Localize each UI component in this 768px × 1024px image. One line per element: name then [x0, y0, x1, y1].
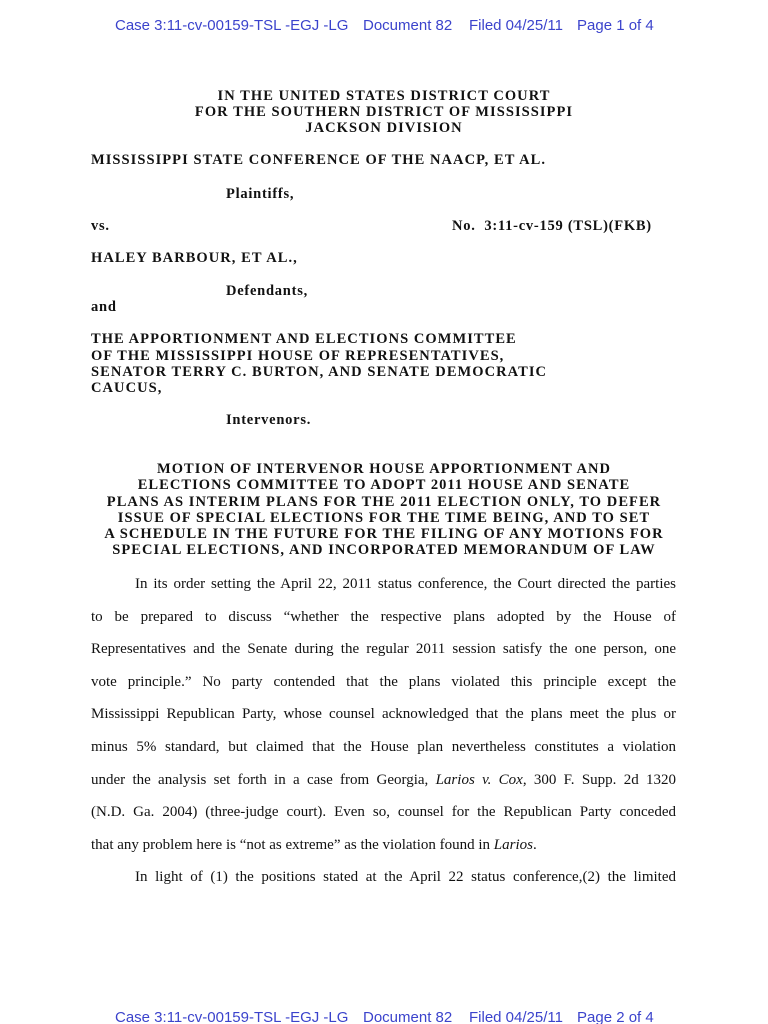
- body-line: [91, 771, 676, 789]
- and-label: and: [91, 299, 117, 315]
- case-number: No. 3:11-cv-159 (TSL)(FKB): [452, 218, 652, 234]
- versus-label: vs.: [91, 218, 110, 234]
- court-name-line: IN THE UNITED STATES DISTRICT COURT: [217, 88, 551, 104]
- filing-stamp-case-number: Case 3:11-cv-00159-TSL -EGJ -LG: [115, 17, 349, 34]
- filing-stamp-page-number: Page 1 of 4: [577, 17, 654, 34]
- filing-stamp-filed-date: Filed 04/25/11: [469, 17, 563, 34]
- body-text-segment: , 300 F. Supp. 2d 1320: [522, 772, 676, 788]
- intervenor-name-line: CAUCUS,: [91, 380, 163, 396]
- case-citation-name: Larios: [493, 837, 533, 853]
- intervenor-name-line: SENATOR TERRY C. BURTON, AND SENATE DEMOCRATIC: [91, 364, 548, 380]
- filing-stamp-filed-date: Filed 04/25/11: [469, 1011, 563, 1024]
- body-line: [91, 836, 676, 854]
- filing-stamp-case-number: Case 3:11-cv-00159-TSL -EGJ -LG: [115, 1011, 349, 1024]
- court-division-line: JACKSON DIVISION: [305, 120, 463, 136]
- motion-title-line: ISSUE OF SPECIAL ELECTIONS FOR THE TIME BEING, AND TO SET: [117, 510, 651, 526]
- body-line: Representatives and the Senate during the regular 2011 session satisfy the one person, one: [91, 641, 676, 657]
- motion-title-line: PLANS AS INTERIM PLANS FOR THE 2011 ELECTION ONLY, TO DEFER: [106, 494, 662, 510]
- court-district-line: FOR THE SOUTHERN DISTRICT OF MISSISSIPPI: [194, 104, 574, 120]
- body-text-segment: under the analysis set forth in a case from Georgia,: [91, 772, 436, 788]
- motion-title-line: A SCHEDULE IN THE FUTURE FOR THE FILING OF ANY MOTIONS FOR: [104, 526, 664, 542]
- body-line: (N.D. Ga. 2004) (three-judge court). Even so, counsel for the Republican Party conceded: [91, 804, 676, 820]
- next-page-filing-stamp: [0, 1011, 768, 1024]
- motion-title-line: ELECTIONS COMMITTEE TO ADOPT 2011 HOUSE AND SENATE: [137, 477, 631, 493]
- plaintiff-role-label: Plaintiffs,: [226, 186, 295, 202]
- body-line: vote principle.” No party contended that the plans violated this principle except the: [91, 674, 676, 690]
- filing-stamp-document-number: Document 82: [363, 1011, 453, 1024]
- filing-stamp-document-number: Document 82: [363, 17, 453, 34]
- body-line: Mississippi Republican Party, whose counsel acknowledged that the plans meet the plus or: [91, 706, 676, 722]
- plaintiff-name: MISSISSIPPI STATE CONFERENCE OF THE NAACP, ET AL.: [91, 152, 546, 168]
- body-line: In light of (1) the positions stated at the April 22 status conference,(2) the limited: [135, 869, 676, 885]
- motion-title-line: MOTION OF INTERVENOR HOUSE APPORTIONMENT AND: [156, 461, 612, 477]
- intervenor-name-line: OF THE MISSISSIPPI HOUSE OF REPRESENTATIVES,: [91, 348, 505, 364]
- defendant-role-label: Defendants,: [226, 283, 308, 299]
- body-text-segment: that any problem here is “not as extreme” as the violation found in: [91, 837, 494, 853]
- body-line: In its order setting the April 22, 2011 status conference, the Court directed the parties: [135, 576, 676, 592]
- filing-stamp-page-number: Page 2 of 4: [577, 1011, 654, 1024]
- body-line: minus 5% standard, but claimed that the House plan nevertheless constitutes a violation: [91, 739, 676, 755]
- case-citation-name: Larios v. Cox: [435, 772, 523, 788]
- motion-title-line: SPECIAL ELECTIONS, AND INCORPORATED MEMORANDUM OF LAW: [112, 542, 656, 558]
- body-text-segment: .: [532, 837, 537, 853]
- intervenor-name-line: THE APPORTIONMENT AND ELECTIONS COMMITTEE: [91, 331, 517, 347]
- defendant-name: HALEY BARBOUR, ET AL.,: [91, 250, 298, 266]
- body-line: to be prepared to discuss “whether the respective plans adopted by the House of: [91, 609, 676, 625]
- intervenor-role-label: Intervenors.: [226, 412, 312, 428]
